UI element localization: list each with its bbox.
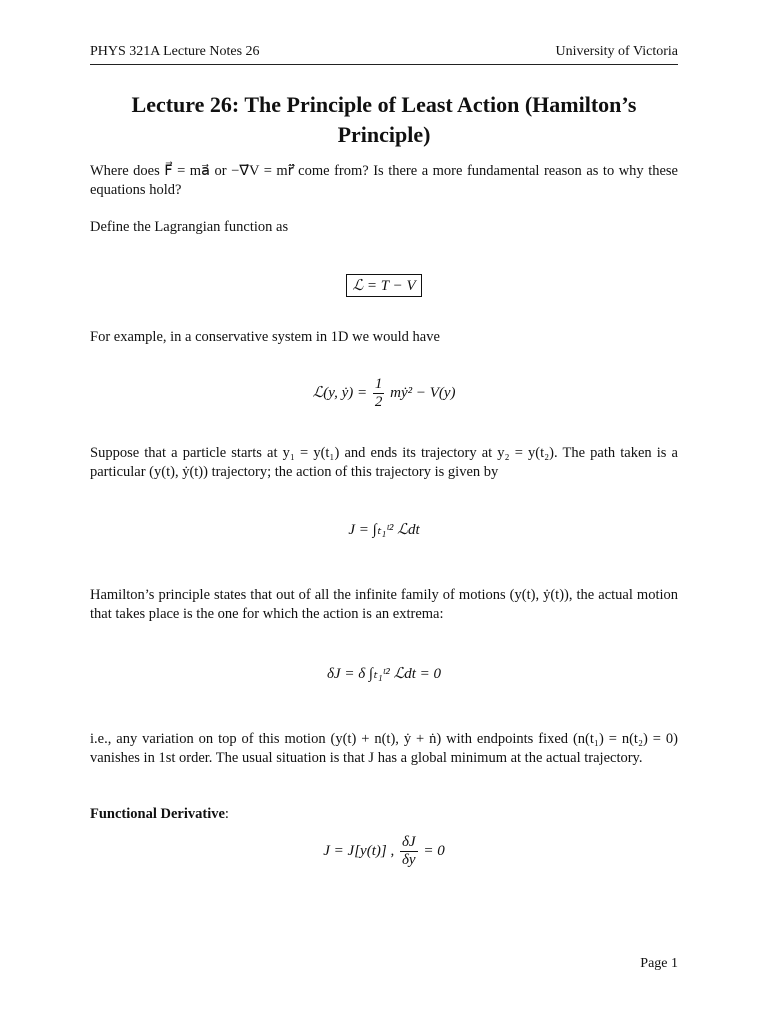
paragraph-intro: Where does F⃗ = ma⃗ or −∇⃗V = mr⃗̈ come from? Is there a more fundamental reason as to why these equations hold? (90, 163, 678, 198)
eq5-fraction (400, 834, 418, 869)
header-course: PHYS 321A Lecture Notes 26 (90, 44, 260, 59)
eq5-frac-num: δJ (401, 834, 416, 850)
eq2-fraction (373, 376, 385, 411)
header-institution: University of Victoria (555, 44, 678, 59)
eq2-left: ℒ(y, ẏ) = (312, 384, 371, 401)
eq2-right: mẏ² − V(y) (390, 384, 456, 401)
header-rule (90, 64, 678, 65)
eq5-right: = 0 (423, 842, 445, 859)
equation-functional-derivative (90, 834, 678, 869)
title-line-2: Principle) (337, 122, 431, 147)
equation-lagrangian (90, 274, 678, 297)
eq2-frac-den: 2 (374, 394, 383, 410)
paragraph-hamilton: Hamilton’s principle states that out of all the infinite family of motions (y(t), ẏ(t)), the actual motion that takes place is the one for which the action is an extrema: (90, 587, 678, 622)
paragraph-define: Define the Lagrangian function as (90, 219, 289, 235)
equation-1d-lagrangian (90, 376, 678, 411)
page-header (90, 44, 678, 60)
eq5-left: J = J[y(t)] , (323, 842, 398, 859)
paragraph-functional-derivative (90, 805, 678, 824)
boxed-lagrangian: ℒ = T − V (346, 274, 421, 297)
equation-variation: δJ = δ ∫ₜ₁ᵗ² ℒdt = 0 (326, 666, 442, 682)
functional-derivative-heading: Functional Derivative (90, 806, 225, 822)
paragraph-trajectory: Suppose that a particle starts at y₁ = y(t₁) and ends its trajectory at y₂ = y(t₂). The path taken is a particular (y(t), ẏ(t)) trajectory; the action of this trajectory is given by (90, 445, 678, 480)
title-line-1: Lecture 26: The Principle of Least Action (Hamilton’s (131, 92, 637, 117)
paragraph-example: For example, in a conservative system in 1D we would have (90, 329, 440, 345)
paragraph-variation: i.e., any variation on top of this motion (y(t) + n(t), ẏ + ṅ) with endpoints fixed (n(t₁) = n(t₂) = 0) vanishes in 1st order. The usual situation is that J has a global minimum at the actual trajectory. (90, 731, 678, 766)
heading-colon: : (224, 806, 229, 822)
eq5-frac-den: δy (401, 852, 416, 868)
page-number: Page 1 (640, 956, 678, 971)
lecture-title (90, 90, 678, 150)
equation-action: J = ∫ₜ₁ᵗ² ℒdt (348, 522, 420, 538)
eq2-frac-num: 1 (374, 376, 383, 392)
